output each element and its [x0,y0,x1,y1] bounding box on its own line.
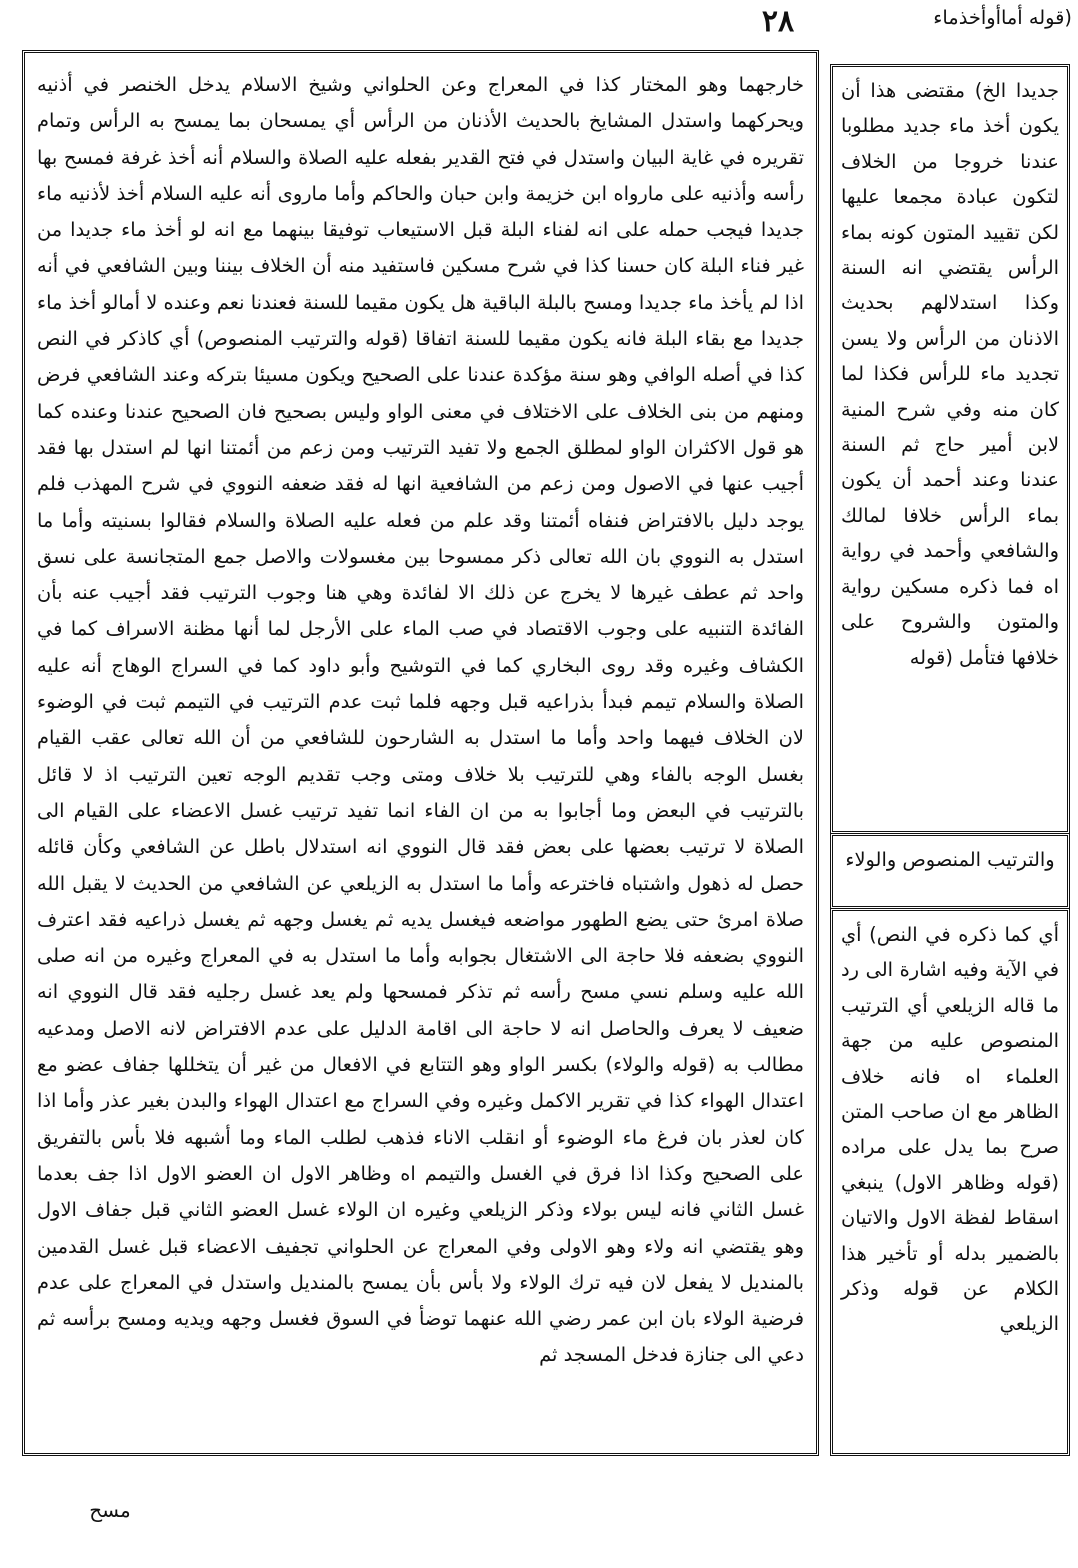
main-text-frame [22,50,819,1456]
margin-note-1-text: جديدا الخ) مقتضى هذا أن يكون أخذ ماء جديد مطلوبا عندنا خروجا من الخلاف لتكون عبادة مجمعا عليها لكن تقييد المتون كونه بماء الرأس يقتضي انه السنة وكذا استدلالهم بحديث الاذنان من الرأس ولا يسن تجديد ماء للرأس فكذا لما كان منه وفي شرح المنية لابن أمير حاج ثم السنة عندنا وعند أحمد أن يكون بماء الرأس خلافا لمالك والشافعي وأحمد في رواية اه فما ذكره مسكين رواية والمتون والشروح على خلافها فتأمل (قوله [841,79,1059,669]
margin-note-3-text: أي كما ذكره في النص) أي في الآية وفيه اشارة الى رد ما قاله الزيلعي أي الترتيب المنصوص عليه من جهة العلماء اه فانه خلاف الظاهر مع ان صاحب المتن صرح بما يدل على مراده (قوله وظاهر الاول) ينبغي اسقاط لفظة الاول والاتيان بالضمير بدله أو تأخير هذا الكلام عن قوله وذكر الزيلعي [841,923,1059,1336]
margin-note-box-2 [830,833,1070,909]
margin-note-box-3 [830,908,1070,1456]
main-text-body [37,67,804,1443]
margin-note-box-1 [830,64,1070,834]
main-paragraph: خارجهما وهو المختار كذا في المعراج وعن الحلواني وشيخ الاسلام يدخل الخنصر في أذنيه ويحركهما واستدل المشايخ بالحديث الأذنان من الرأس أي يمسحان بما يمسح به الرأس وتمام تقريره في غاية البيان واستدل في فتح القدير بفعله عليه الصلاة والسلام أنه أخذ غرفة فمسح بها رأسه وأذنيه على مارواه ابن خزيمة وابن حبان والحاكم وأما ماروى أنه عليه السلام أخذ لأذنيه ماء جديدا فيجب حمله على انه لفناء البلة قبل الاستيعاب توفيقا بينهما مع انه لو أخذ ماء جديدا من غير فناء البلة كان حسنا كذا في شرح مسكين فاستفيد منه أن الخلاف بيننا وبين الشافعي في أنه اذا لم يأخذ ماء جديدا ومسح بالبلة الباقية هل يكون مقيما للسنة فعندنا نعم وعنده لا أمالو أخذ ماء جديدا مع بقاء البلة فانه يكون مقيما للسنة اتفاقا (قوله والترتيب المنصوص) أي كاذكر في النص كذا في أصله الوافي وهو سنة مؤكدة عندنا على الصحيح ويكون مسيئا بتركه وعند الشافعي فرض ومنهم من بنى الخلاف على الاختلاف في معنى الواو وليس بصحيح فان الصحيح عندنا وعنده كما هو قول الاكثران الواو لمطلق الجمع ولا تفيد الترتيب ومن زعم من أئمتنا انها لم استدل بها فقد أجيب عنها في الاصول ومن زعم من الشافعية انها له فقد ضعفه النووي في شرح المهذب فلم يوجد دليل بالافتراض فنفاه أئمتنا وقد علم من فعله عليه الصلاة والسلام فقالوا بسنيته وأما ما استدل به النووي بان الله تعالى ذكر ممسوحا بين مغسولات والاصل جمع المتجانسة على نسق واحد ثم عطف غيرها لا يخرج عن ذلك الا لفائدة وهي هنا وجوب الترتيب فقد أجيب عنه بأن الفائدة التنبيه على وجوب الاقتصاد في صب الماء على الأرجل لما أنها مظنة الاسراف كما في الكشاف وغيره وقد روى البخاري كما في التوشيح وأبو داود كما في السراج الوهاج أنه عليه الصلاة والسلام تيمم فبدأ بذراعيه قبل وجهه فلما ثبت عدم الترتيب في التيمم ثبت في الوضوء لان الخلاف فيهما واحد وأما ما استدل به الشارحون للشافعي من أن الله تعالى عقب القيام بغسل الوجه بالفاء وهي للترتيب بلا خلاف ومتى وجب تقديم الوجه تعين الترتيب اذ لا قائل بالترتيب في البعض وما أجابوا به من ان الفاء انما تفيد ترتيب غسل الاعضاء على القيام الى الصلاة لا ترتيب بعضها على بعض فقد قال النووي انه استدلال باطل عن الشافعي وكأن قائله حصل له ذهول واشتباه فاخترعه وأما ما استدل به الزيلعي عن الشافعي من الحديث لا يقبل الله صلاة امرئ حتى يضع الطهور مواضعه فيغسل يديه ثم يغسل وجهه ثم يغسل ذراعيه فقد اعترف النووي بضعفه فلا حاجة الى الاشتغال بجوابه وأما ما استدل به في المعراج وغيره من انه صلى الله عليه وسلم نسي مسح رأسه ثم تذكر فمسحها ولم يعد غسل رجليه فقد قال النووي انه ضعيف لا يعرف والحاصل انه لا حاجة الى اقامة الدليل على عدم الافتراض لانه الاصل ومدعيه مطالب به (قوله والولاء) بكسر الواو وهو التتابع في الافعال من غير أن يتخللها جفاف عضو مع اعتدال الهواء كذا في تقرير الاكمل وغيره وفي السراج مع اعتدال الهواء والبدن بغير عذر وأما اذا كان لعذر بان فرغ ماء الوضوء أو انقلب الاناء فذهب لطلب الماء وما أشبهه فلا بأس بالتفريق على الصحيح وكذا اذا فرق في الغسل والتيمم اه وظاهر الاول ان العضو الاول اذا جف بعدما غسل الثاني فانه ليس بولاء وذكر الزيلعي وغيره ان الولاء غسل العضو الثاني قبل جفاف الاول وهو يقتضي انه ولاء وهو الاولى وفي المعراج عن الحلواني تجفيف الاعضاء قبل غسل القدمين بالمنديل لا يفعل لان فيه ترك الولاء ولا بأس بأن يمسح بالمنديل واستدل في المعراج على عدم فرضية الولاء بان ابن عمر رضي الله عنهما توضأ في السوق فغسل وجهه ويديه ومسح برأسه ثم دعي الى جنازة فدخل المسجد ثم [37,73,804,1367]
margin-note-2-text: والترتيب المنصوص والولاء [845,848,1055,871]
margin-note-header: (قوله أماأوأخذماء [933,6,1072,29]
catchword: مسح [89,1498,131,1522]
page-number: ٢٨ [761,4,795,39]
